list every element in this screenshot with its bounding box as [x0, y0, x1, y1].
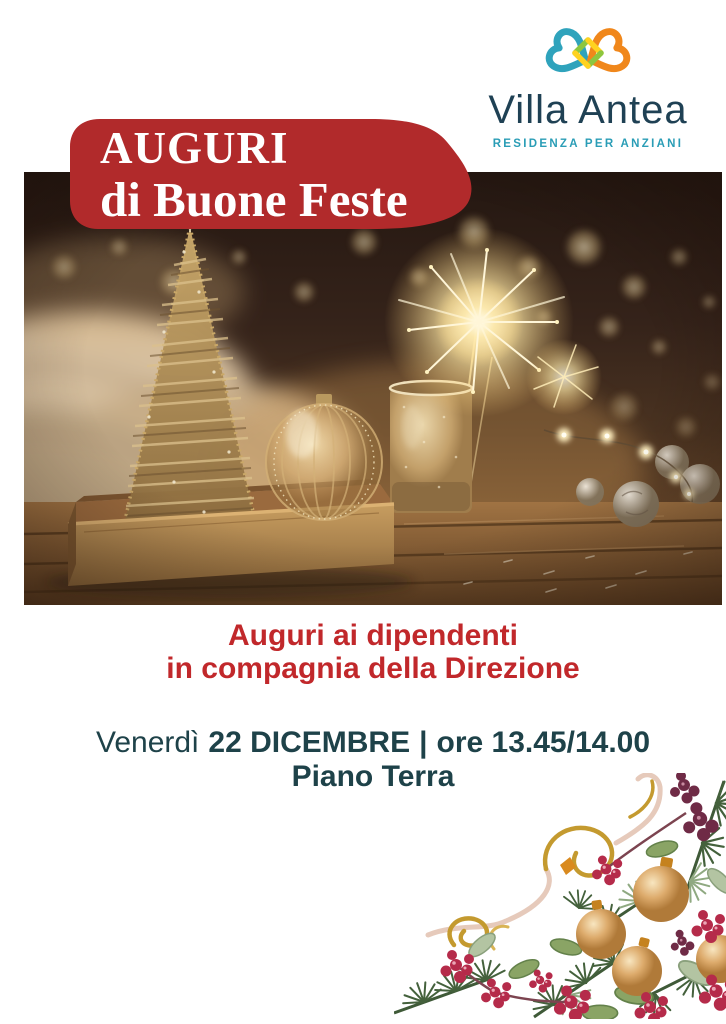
caption-line-1: Auguri ai dipendenti: [228, 619, 518, 652]
photo-vignette: [24, 172, 722, 605]
butterfly-hearts-icon: [545, 24, 631, 86]
schedule-date: 22 DICEMBRE: [208, 726, 411, 759]
schedule-line: [24, 726, 722, 760]
banner-line-2: di Buone Feste: [100, 172, 408, 227]
banner-line-1: AUGURI: [100, 123, 289, 173]
schedule-separator: |: [419, 726, 428, 759]
schedule-time: ore 13.45/14.00: [436, 726, 651, 759]
schedule-day: Venerdì: [95, 726, 200, 759]
christmas-garland-decoration: [394, 773, 726, 1024]
caption: [24, 619, 722, 685]
christmas-sparkler-photo: [24, 172, 722, 605]
brand-tagline: RESIDENZA PER ANZIANI: [492, 138, 684, 150]
brand-name: Villa Antea: [488, 88, 688, 132]
ribbon-curls: [428, 775, 660, 949]
caption-line-2: in compagnia della Direzione: [166, 652, 580, 685]
villa-antea-logo: [450, 24, 726, 150]
schedule-location: Piano Terra: [291, 760, 455, 793]
greeting-banner: [70, 119, 474, 229]
